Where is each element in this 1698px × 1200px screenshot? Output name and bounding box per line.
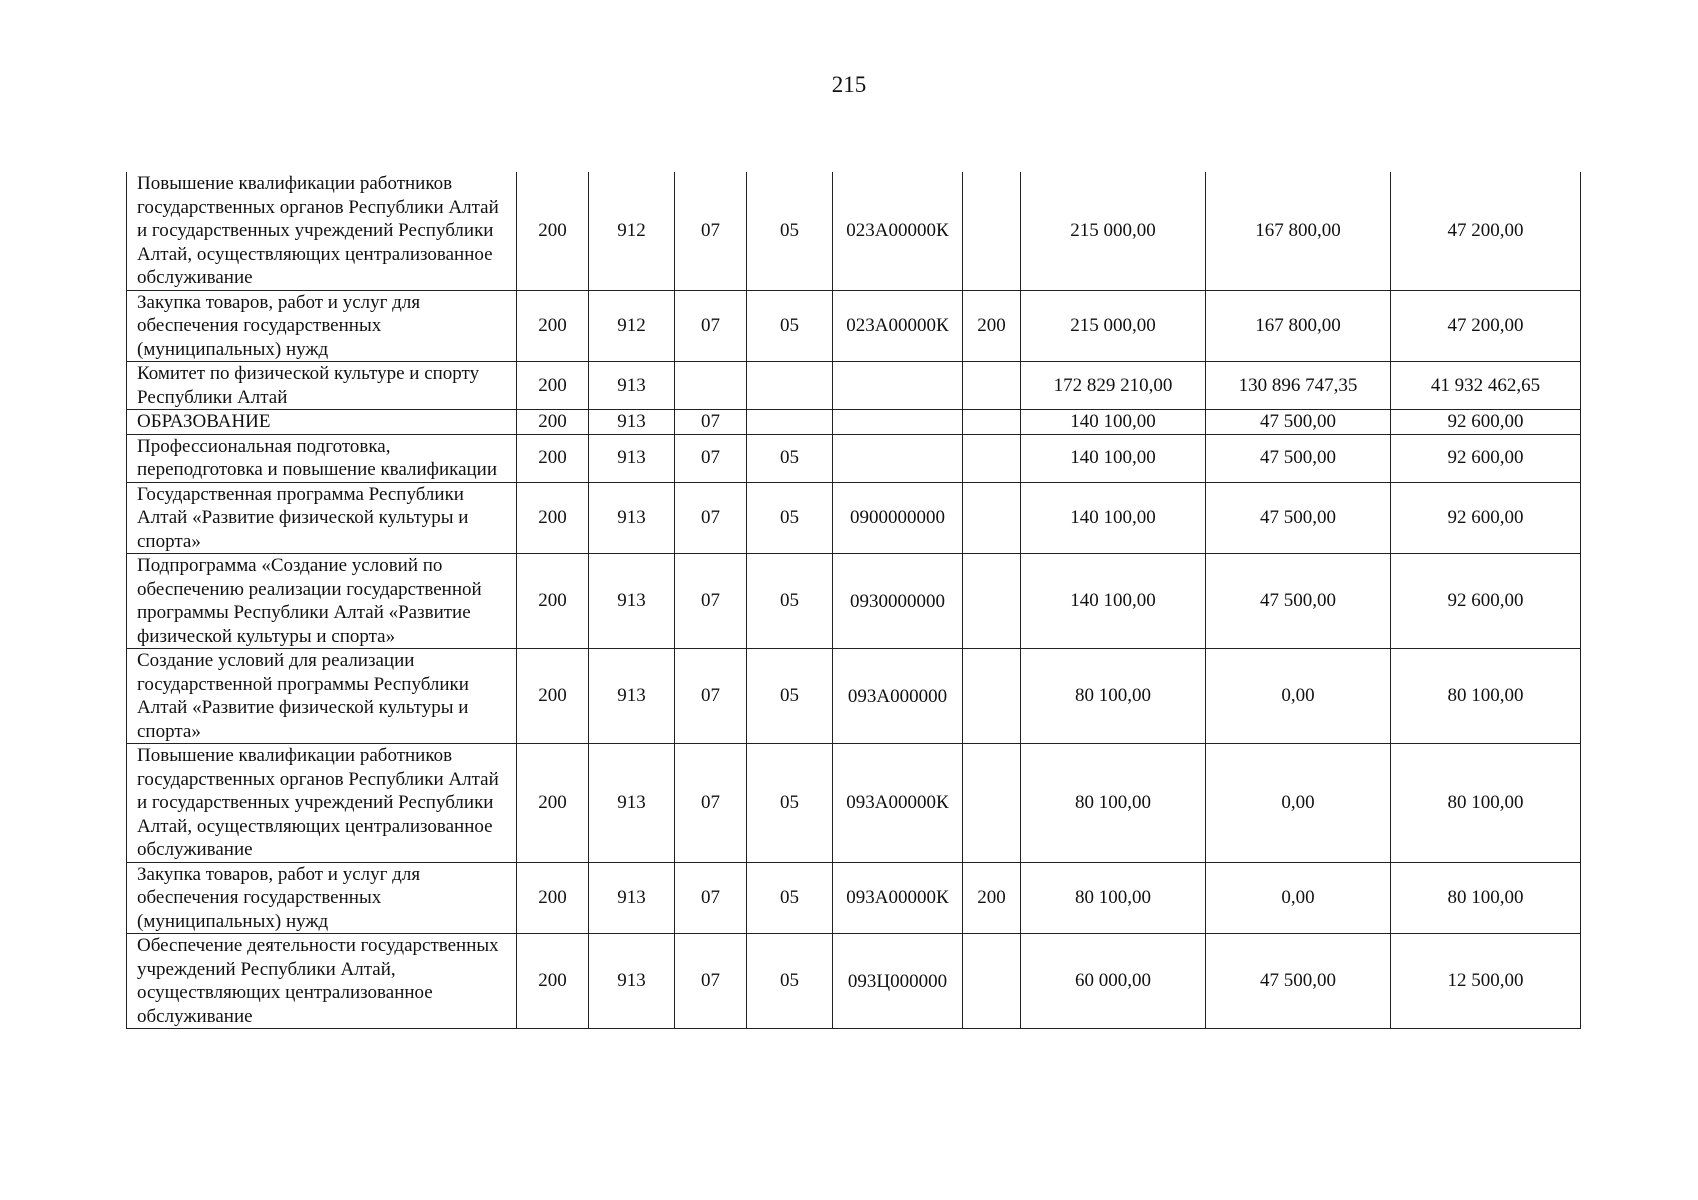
row-section-cell: 07 [675,554,747,649]
row-expense-type-cell [963,554,1021,649]
row-code-cell: 200 [517,362,589,410]
row-code-cell: 200 [517,862,589,934]
row-total-cell: 140 100,00 [1021,482,1206,554]
row-section-cell: 07 [675,172,747,290]
row-section-cell: 07 [675,744,747,863]
row-amount-2-cell: 47 500,00 [1206,482,1391,554]
row-expense-type-cell [963,434,1021,482]
row-subsection-cell: 05 [747,649,833,744]
row-expense-type-cell [963,934,1021,1029]
row-section-cell: 07 [675,434,747,482]
row-target-article-cell: 093Ц000000 [833,934,963,1029]
row-amount-3-cell: 92 600,00 [1391,482,1581,554]
row-amount-2-cell: 47 500,00 [1206,410,1391,435]
row-subsection-cell: 05 [747,554,833,649]
row-code-cell: 200 [517,744,589,863]
table-row [127,554,1581,649]
row-section-cell: 07 [675,934,747,1029]
table-row [127,172,1581,290]
row-section-cell: 07 [675,290,747,362]
row-total-cell: 172 829 210,00 [1021,362,1206,410]
row-amount-3-cell: 80 100,00 [1391,649,1581,744]
row-section-cell [675,362,747,410]
row-name-cell: Повышение квалификации работников государственных органов Республики Алтай и государственных учреждений Республики Алтай, осуществляющих централизованное обслуживание [127,744,517,863]
row-expense-type-cell [963,744,1021,863]
row-grbs-cell: 913 [589,482,675,554]
row-amount-3-cell: 92 600,00 [1391,410,1581,435]
row-code-cell: 200 [517,482,589,554]
row-subsection-cell: 05 [747,862,833,934]
table-row [127,744,1581,863]
row-amount-2-cell: 0,00 [1206,862,1391,934]
row-target-article-cell: 023А00000К [833,290,963,362]
row-amount-2-cell: 47 500,00 [1206,434,1391,482]
row-code-cell: 200 [517,172,589,290]
row-target-article-cell [833,410,963,435]
row-code-cell: 200 [517,434,589,482]
row-target-article-cell: 093А00000К [833,744,963,863]
row-expense-type-cell [963,482,1021,554]
row-code-cell: 200 [517,410,589,435]
row-total-cell: 140 100,00 [1021,434,1206,482]
row-amount-2-cell: 130 896 747,35 [1206,362,1391,410]
table-row [127,862,1581,934]
table-row [127,934,1581,1029]
row-grbs-cell: 912 [589,290,675,362]
row-target-article-cell: 093А000000 [833,649,963,744]
row-total-cell: 60 000,00 [1021,934,1206,1029]
row-subsection-cell [747,410,833,435]
row-total-cell: 80 100,00 [1021,744,1206,863]
table-row [127,434,1581,482]
row-grbs-cell: 913 [589,362,675,410]
row-section-cell: 07 [675,482,747,554]
row-expense-type-cell [963,362,1021,410]
row-subsection-cell: 05 [747,434,833,482]
row-name-cell: Закупка товаров, работ и услуг для обеспечения государственных (муниципальных) нужд [127,290,517,362]
row-subsection-cell: 05 [747,172,833,290]
row-section-cell: 07 [675,862,747,934]
row-amount-2-cell: 167 800,00 [1206,172,1391,290]
row-expense-type-cell: 200 [963,862,1021,934]
row-name-cell: Повышение квалификации работников государственных органов Республики Алтай и государственных учреждений Республики Алтай, осуществляющих централизованное обслуживание [127,172,517,290]
row-grbs-cell: 913 [589,649,675,744]
row-amount-2-cell: 47 500,00 [1206,934,1391,1029]
row-grbs-cell: 913 [589,434,675,482]
row-amount-2-cell: 47 500,00 [1206,554,1391,649]
row-code-cell: 200 [517,934,589,1029]
row-grbs-cell: 913 [589,554,675,649]
row-amount-2-cell: 167 800,00 [1206,290,1391,362]
row-amount-3-cell: 47 200,00 [1391,172,1581,290]
row-subsection-cell: 05 [747,934,833,1029]
row-amount-3-cell: 41 932 462,65 [1391,362,1581,410]
row-target-article-cell [833,362,963,410]
row-amount-3-cell: 80 100,00 [1391,744,1581,863]
row-name-cell: Создание условий для реализации государственной программы Республики Алтай «Развитие физической культуры и спорта» [127,649,517,744]
row-target-article-cell: 023А00000К [833,172,963,290]
row-amount-3-cell: 47 200,00 [1391,290,1581,362]
row-subsection-cell [747,362,833,410]
row-name-cell: Подпрограмма «Создание условий по обеспечению реализации государственной программы Республики Алтай «Развитие физической культуры и спорта» [127,554,517,649]
row-expense-type-cell [963,649,1021,744]
row-total-cell: 80 100,00 [1021,862,1206,934]
row-name-cell: Комитет по физической культуре и спорту Республики Алтай [127,362,517,410]
row-grbs-cell: 912 [589,172,675,290]
row-total-cell: 140 100,00 [1021,554,1206,649]
row-section-cell: 07 [675,410,747,435]
row-name-cell: Обеспечение деятельности государственных учреждений Республики Алтай, осуществляющих централизованное обслуживание [127,934,517,1029]
row-total-cell: 215 000,00 [1021,290,1206,362]
table-row [127,362,1581,410]
table-row [127,410,1581,435]
row-target-article-cell: 093А00000К [833,862,963,934]
row-name-cell: Закупка товаров, работ и услуг для обеспечения государственных (муниципальных) нужд [127,862,517,934]
row-expense-type-cell [963,172,1021,290]
row-grbs-cell: 913 [589,410,675,435]
row-expense-type-cell: 200 [963,290,1021,362]
row-code-cell: 200 [517,554,589,649]
row-subsection-cell: 05 [747,744,833,863]
row-target-article-cell [833,434,963,482]
row-amount-3-cell: 92 600,00 [1391,554,1581,649]
row-total-cell: 80 100,00 [1021,649,1206,744]
row-code-cell: 200 [517,290,589,362]
row-amount-2-cell: 0,00 [1206,649,1391,744]
row-name-cell: ОБРАЗОВАНИЕ [127,410,517,435]
row-grbs-cell: 913 [589,862,675,934]
row-amount-3-cell: 12 500,00 [1391,934,1581,1029]
page-number: 215 [831,72,867,97]
table-row [127,482,1581,554]
row-total-cell: 215 000,00 [1021,172,1206,290]
row-target-article-cell: 0900000000 [833,482,963,554]
row-code-cell: 200 [517,649,589,744]
row-grbs-cell: 913 [589,744,675,863]
row-grbs-cell: 913 [589,934,675,1029]
row-section-cell: 07 [675,649,747,744]
table-row [127,649,1581,744]
row-amount-3-cell: 92 600,00 [1391,434,1581,482]
row-subsection-cell: 05 [747,290,833,362]
row-expense-type-cell [963,410,1021,435]
row-total-cell: 140 100,00 [1021,410,1206,435]
row-name-cell: Профессиональная подготовка, переподготовка и повышение квалификации [127,434,517,482]
budget-table [126,172,1581,1029]
row-amount-3-cell: 80 100,00 [1391,862,1581,934]
table-row [127,290,1581,362]
row-subsection-cell: 05 [747,482,833,554]
row-amount-2-cell: 0,00 [1206,744,1391,863]
row-target-article-cell: 0930000000 [833,554,963,649]
row-name-cell: Государственная программа Республики Алтай «Развитие физической культуры и спорта» [127,482,517,554]
budget-table-body [127,172,1581,1029]
